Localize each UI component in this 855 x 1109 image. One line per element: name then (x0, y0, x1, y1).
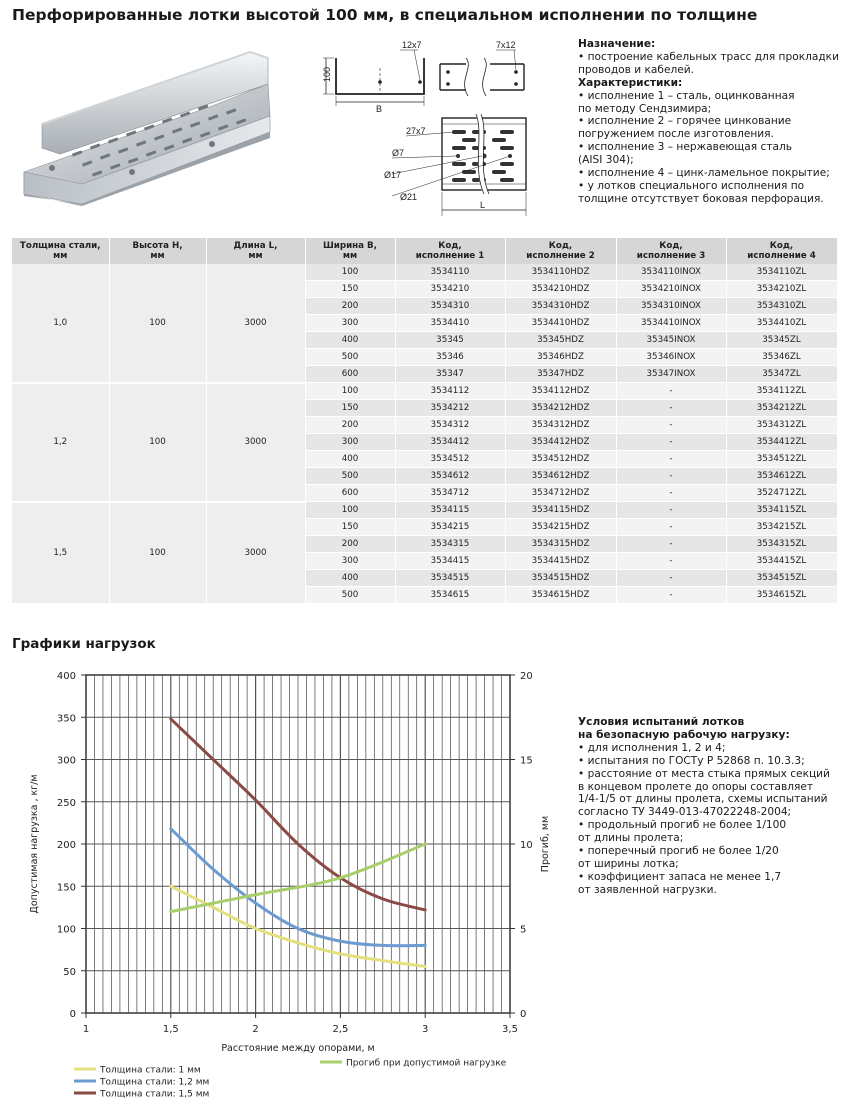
cell-code-3: - (616, 553, 726, 570)
table-row (12, 383, 837, 400)
cell-code-3: - (616, 434, 726, 451)
x-tick-label: 3 (422, 1024, 429, 1035)
cell-code-4: 3534112ZL (726, 383, 837, 400)
legend-label: Толщина стали: 1,5 мм (100, 1089, 210, 1100)
cell-code-1: 3534410 (395, 315, 505, 332)
cell-code-3: - (616, 468, 726, 485)
dim-12x7: 12x7 (402, 40, 422, 50)
cell-code-1: 3534315 (395, 536, 505, 553)
cell-width: 400 (305, 570, 395, 587)
cell-code-1: 3534415 (395, 553, 505, 570)
x-tick-label: 2,5 (332, 1024, 349, 1035)
cell-code-4: 3534512ZL (726, 451, 837, 468)
cell-width: 600 (305, 485, 395, 502)
conditions-line: от длины пролета; (578, 832, 684, 845)
cell-width: 600 (305, 366, 395, 383)
col-header-code-2: Код, исполнение 2 (505, 238, 616, 264)
cell-code-1: 3534115 (395, 502, 505, 519)
cell-code-3: 3534410INOX (616, 315, 726, 332)
cell-width: 100 (305, 383, 395, 400)
legend-label: Толщина стали: 1 мм (100, 1065, 201, 1076)
cell-code-1: 3534412 (395, 434, 505, 451)
cell-code-1: 3534310 (395, 298, 505, 315)
cell-height: 100 (109, 502, 206, 604)
cell-code-4: 3534312ZL (726, 417, 837, 434)
y-axis-label: Допустимая нагрузка , кг/м (29, 774, 40, 914)
cell-code-1: 3534512 (395, 451, 505, 468)
conditions-line: • расстояние от места стыка прямых секций (578, 767, 830, 780)
cell-thickness: 1,0 (12, 264, 109, 383)
cell-width: 150 (305, 281, 395, 298)
cell-code-3: - (616, 417, 726, 434)
cell-code-2: 3534115HDZ (505, 502, 616, 519)
cell-code-2: 35346HDZ (505, 349, 616, 366)
cell-code-4: 3534215ZL (726, 519, 837, 536)
y-tick-label: 250 (56, 797, 76, 809)
cell-code-2: 3534312HDZ (505, 417, 616, 434)
dim-27x7: 27x7 (406, 126, 426, 136)
specs-line: • исполнение 3 – нержавеющая сталь (578, 141, 793, 154)
cell-code-4: 35345ZL (726, 332, 837, 349)
cell-code-1: 3534210 (395, 281, 505, 298)
product-info (578, 38, 850, 206)
conditions-heading: Условия испытаний лотков (578, 716, 745, 728)
legend-item-1-2mm (74, 1078, 209, 1088)
dim-d21: Ø21 (400, 192, 418, 202)
specs-line: (AISI 304); (578, 154, 634, 167)
dim-100: 100 (322, 66, 332, 82)
cell-code-1: 3534110 (395, 264, 505, 281)
cell-code-2: 3534515HDZ (505, 570, 616, 587)
cell-code-3: - (616, 451, 726, 468)
cell-code-1: 3534112 (395, 383, 505, 400)
cell-width: 500 (305, 468, 395, 485)
cell-code-3: - (616, 383, 726, 400)
col-header-width: Ширина B, мм (305, 238, 395, 264)
cell-code-4: 3534412ZL (726, 434, 837, 451)
cell-code-3: - (616, 536, 726, 553)
conditions-line: от ширины лотка; (578, 857, 679, 870)
cell-width: 150 (305, 519, 395, 536)
cell-code-3: - (616, 570, 726, 587)
col-header-height: Высота H, мм (109, 238, 206, 264)
conditions-line: • продольный прогиб не более 1/100 (578, 819, 787, 832)
spec-table (12, 238, 838, 605)
dim-l: L (480, 200, 486, 210)
test-conditions (578, 716, 850, 897)
table-header-row (12, 238, 837, 264)
cell-code-4: 3534212ZL (726, 400, 837, 417)
cell-code-3: - (616, 587, 726, 604)
y-tick-label: 350 (56, 713, 76, 725)
cell-code-1: 3534615 (395, 587, 505, 604)
purpose-line: • построение кабельных трасс для прокладки (578, 50, 839, 63)
legend-item-1mm (74, 1066, 201, 1076)
cell-width: 500 (305, 349, 395, 366)
cell-code-2: 3534212HDZ (505, 400, 616, 417)
conditions-line: • поперечный прогиб не более 1/20 (578, 845, 779, 858)
cell-length: 3000 (206, 383, 305, 502)
specs-line: • исполнение 1 – сталь, оцинкованная (578, 89, 795, 102)
col-header-code-4: Код, исполнение 4 (726, 238, 837, 264)
cell-code-4: 3534615ZL (726, 587, 837, 604)
cell-length: 3000 (206, 264, 305, 383)
cell-code-1: 3534212 (395, 400, 505, 417)
cell-code-3: 35346INOX (616, 349, 726, 366)
cell-code-4: 3524712ZL (726, 485, 837, 502)
cell-width: 400 (305, 332, 395, 349)
conditions-line: согласно ТУ 3449-013-47022248-2004; (578, 806, 792, 819)
cell-code-2: 3534110HDZ (505, 264, 616, 281)
cell-code-1: 35347 (395, 366, 505, 383)
cell-code-1: 3534515 (395, 570, 505, 587)
cell-width: 100 (305, 502, 395, 519)
cell-width: 150 (305, 400, 395, 417)
conditions-line: • для исполнения 1, 2 и 4; (578, 741, 726, 754)
y2-axis-label: Прогиб, мм (540, 815, 551, 873)
cell-code-3: - (616, 519, 726, 536)
cell-height: 100 (109, 264, 206, 383)
specs-heading: Характеристики: (578, 76, 683, 89)
cell-code-4: 3534310ZL (726, 298, 837, 315)
y-tick-label: 150 (56, 882, 76, 894)
y2-tick-label: 5 (520, 924, 527, 936)
x-tick-label: 1,5 (162, 1024, 179, 1035)
cell-width: 300 (305, 553, 395, 570)
purpose-line: проводов и кабелей. (578, 63, 695, 76)
x-tick-label: 2 (252, 1024, 259, 1035)
cell-code-2: 3534612HDZ (505, 468, 616, 485)
legend-label: Прогиб при допустимой нагрузке (346, 1058, 507, 1069)
technical-drawing (318, 38, 570, 222)
cell-thickness: 1,2 (12, 383, 109, 502)
cell-code-1: 35345 (395, 332, 505, 349)
y2-tick-label: 0 (520, 1009, 527, 1020)
specs-line: • у лотков специального исполнения по (578, 179, 805, 192)
cell-width: 500 (305, 587, 395, 604)
col-header-code-3: Код, исполнение 3 (616, 238, 726, 264)
cell-code-1: 3534712 (395, 485, 505, 502)
cell-code-2: 3534712HDZ (505, 485, 616, 502)
legend-label: Толщина стали: 1,2 мм (100, 1077, 210, 1088)
cell-code-2: 3534310HDZ (505, 298, 616, 315)
conditions-line: • испытания по ГОСТу Р 52868 п. 10.3.3; (578, 754, 805, 767)
cell-code-3: - (616, 485, 726, 502)
cell-width: 400 (305, 451, 395, 468)
x-tick-label: 1 (82, 1024, 90, 1035)
cable-tray-photo (12, 44, 282, 212)
x-axis-label: Расстояние между опорами, м (221, 1043, 375, 1054)
cell-code-3: 35347INOX (616, 366, 726, 383)
cell-height: 100 (109, 383, 206, 502)
cell-length: 3000 (206, 502, 305, 604)
table-row (12, 502, 837, 519)
specs-line: • исполнение 2 – горячее цинкование (578, 115, 792, 128)
col-header-code-1: Код, исполнение 1 (395, 238, 505, 264)
cell-code-1: 3534215 (395, 519, 505, 536)
cell-width: 200 (305, 417, 395, 434)
col-header-length: Длина L, мм (206, 238, 305, 264)
specs-line: погружением после изготовления. (578, 128, 774, 141)
cell-width: 100 (305, 264, 395, 281)
cell-code-2: 3534412HDZ (505, 434, 616, 451)
conditions-line: от заявленной нагрузки. (578, 883, 717, 896)
purpose-heading: Назначение: (578, 38, 656, 50)
cell-code-2: 3534615HDZ (505, 587, 616, 604)
cell-code-3: - (616, 502, 726, 519)
y-tick-label: 400 (56, 671, 76, 682)
conditions-line: • коэффициент запаса не менее 1,7 (578, 870, 782, 883)
conditions-line: в концевом пролете до опоры составляет (578, 780, 814, 793)
conditions-heading: на безопасную рабочую нагрузку: (578, 728, 790, 741)
dim-b: B (376, 104, 383, 114)
cell-code-4: 3534410ZL (726, 315, 837, 332)
cell-width: 200 (305, 298, 395, 315)
cell-code-3: 3534310INOX (616, 298, 726, 315)
y2-tick-label: 20 (520, 671, 533, 682)
cell-code-2: 3534112HDZ (505, 383, 616, 400)
cell-thickness: 1,5 (12, 502, 109, 604)
specs-line: по методу Сендзимира; (578, 102, 712, 115)
cell-code-4: 3534415ZL (726, 553, 837, 570)
table-row (12, 264, 837, 281)
cell-code-4: 3534612ZL (726, 468, 837, 485)
specs-line: толщине отсутствует боковая перфорация. (578, 192, 824, 205)
dim-d7: Ø7 (392, 148, 405, 158)
cell-width: 300 (305, 315, 395, 332)
x-tick-label: 3,5 (502, 1024, 518, 1035)
cell-code-3: 35345INOX (616, 332, 726, 349)
y-tick-label: 50 (63, 966, 76, 978)
cell-code-4: 3534115ZL (726, 502, 837, 519)
cell-code-2: 3534415HDZ (505, 553, 616, 570)
page-title: Перфорированные лотки высотой 100 мм, в специальном исполнении по толщине (12, 6, 758, 24)
cell-code-4: 35347ZL (726, 366, 837, 383)
y-tick-label: 200 (56, 840, 76, 851)
y2-tick-label: 10 (520, 840, 533, 851)
cell-code-1: 3534612 (395, 468, 505, 485)
cell-code-4: 3534315ZL (726, 536, 837, 553)
cell-code-4: 35346ZL (726, 349, 837, 366)
cell-code-2: 3534210HDZ (505, 281, 616, 298)
cell-code-2: 35347HDZ (505, 366, 616, 383)
cell-code-1: 35346 (395, 349, 505, 366)
col-header-thickness: Толщина стали, мм (12, 238, 109, 264)
cell-code-2: 3534215HDZ (505, 519, 616, 536)
cell-code-2: 3534315HDZ (505, 536, 616, 553)
dim-d17: Ø17 (384, 170, 402, 180)
y2-tick-label: 15 (520, 755, 533, 767)
charts-title: Графики нагрузок (12, 636, 156, 652)
legend-item-deflection (320, 1059, 507, 1069)
cell-code-4: 3534210ZL (726, 281, 837, 298)
y-tick-label: 300 (56, 755, 76, 767)
cell-width: 300 (305, 434, 395, 451)
cell-code-3: - (616, 400, 726, 417)
dim-7x12: 7x12 (496, 40, 516, 50)
load-chart (0, 660, 560, 1109)
cell-code-4: 3534515ZL (726, 570, 837, 587)
cell-code-1: 3534312 (395, 417, 505, 434)
cell-code-3: 3534210INOX (616, 281, 726, 298)
conditions-line: 1/4-1/5 от длины пролета, схемы испытаний (578, 793, 828, 806)
cell-code-4: 3534110ZL (726, 264, 837, 281)
specs-line: • исполнение 4 – цинк-ламельное покрытие; (578, 167, 830, 180)
cell-code-2: 35345HDZ (505, 332, 616, 349)
cell-width: 200 (305, 536, 395, 553)
cell-code-3: 3534110INOX (616, 264, 726, 281)
cell-code-2: 3534410HDZ (505, 315, 616, 332)
y-tick-label: 100 (56, 924, 76, 936)
cell-code-2: 3534512HDZ (505, 451, 616, 468)
y-tick-label: 0 (69, 1009, 76, 1020)
legend-item-1-5mm (74, 1090, 209, 1100)
